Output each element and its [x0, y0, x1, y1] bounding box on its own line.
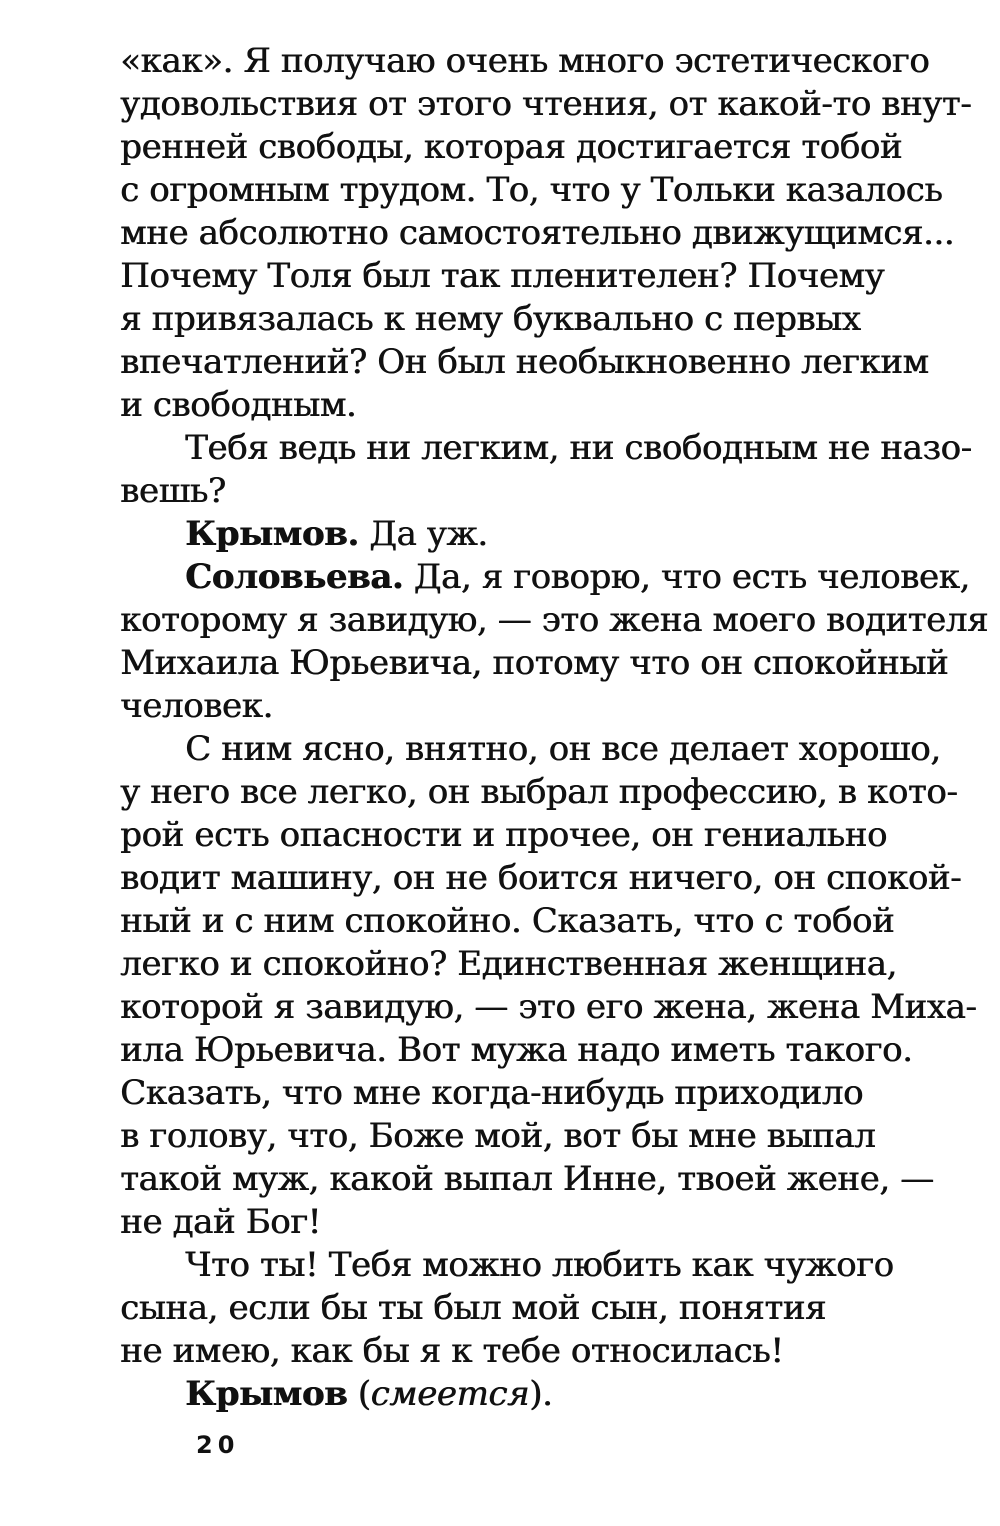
text-line: впечатлений? Он был необыкновенно легким: [120, 342, 929, 382]
text-line: вешь?: [120, 471, 226, 511]
text-line: не имею, как бы я к тебе относилась!: [120, 1331, 784, 1371]
text-line: я привязалась к нему буквально с первых: [120, 299, 861, 339]
text-line: ренней свободы, которая достигается тобой: [120, 127, 903, 167]
paren-close: ).: [529, 1374, 553, 1414]
body-text: [120, 40, 988, 1416]
paren-open: (: [357, 1374, 371, 1414]
text-line: Михаила Юрьевича, потому что он спокойный: [120, 643, 949, 683]
dialogue-line-solovieva: [120, 556, 970, 599]
speaker-name-krymov: Крымов.: [185, 514, 359, 554]
text-line: не дай Бог!: [120, 1202, 321, 1242]
text-line: человек.: [120, 686, 273, 726]
text-line: с огромным трудом. То, что у Тольки казалось: [120, 170, 943, 210]
text-line: удовольствия от этого чтения, от какой-то внут-: [120, 84, 972, 124]
text-line: мне абсолютно самостоятельно движущимся...: [120, 213, 955, 253]
text-line: которой я завидую, — это его жена, жена Миха-: [120, 987, 977, 1027]
speaker-name-krymov: Крымов: [185, 1374, 348, 1414]
text-line: ила Юрьевича. Вот мужа надо иметь такого.: [120, 1030, 913, 1070]
text-line: в голову, что, Боже мой, вот бы мне выпал: [120, 1116, 876, 1156]
text-line: «как». Я получаю очень много эстетического: [120, 41, 930, 81]
dialogue-text: Да уж.: [369, 514, 488, 554]
paragraph-start-line: Тебя ведь ни легким, ни свободным не назо-: [185, 428, 972, 468]
paragraph-start-line: С ним ясно, внятно, он все делает хорошо,: [185, 729, 941, 769]
dialogue-text: Да, я говорю, что есть человек,: [413, 557, 970, 597]
page-number: 20: [196, 1431, 240, 1459]
text-line: легко и спокойно? Единственная женщина,: [120, 944, 897, 984]
text-line: рой есть опасности и прочее, он гениально: [120, 815, 887, 855]
text-line: водит машину, он не боится ничего, он спокой-: [120, 858, 962, 898]
paragraph-start-line: Что ты! Тебя можно любить как чужого: [185, 1245, 894, 1285]
text-line: такой муж, какой выпал Инне, твоей жене, —: [120, 1159, 934, 1199]
text-line: ный и с ним спокойно. Сказать, что с тобой: [120, 901, 895, 941]
stage-direction: смеется: [370, 1374, 529, 1414]
text-line: и свободным.: [120, 385, 357, 425]
text-line: Почему Толя был так пленителен? Почему: [120, 256, 885, 296]
dialogue-line-krymov-final: [120, 1373, 940, 1416]
speaker-name-solovieva: Соловьева.: [185, 557, 404, 597]
dialogue-line-krymov: [120, 513, 940, 556]
text-line: у него все легко, он выбрал профессию, в кото-: [120, 772, 958, 812]
text-line: сына, если бы ты был мой сын, понятия: [120, 1288, 826, 1328]
text-line: которому я завидую, — это жена моего водителя: [120, 600, 988, 640]
text-line: Сказать, что мне когда-нибудь приходило: [120, 1073, 863, 1113]
